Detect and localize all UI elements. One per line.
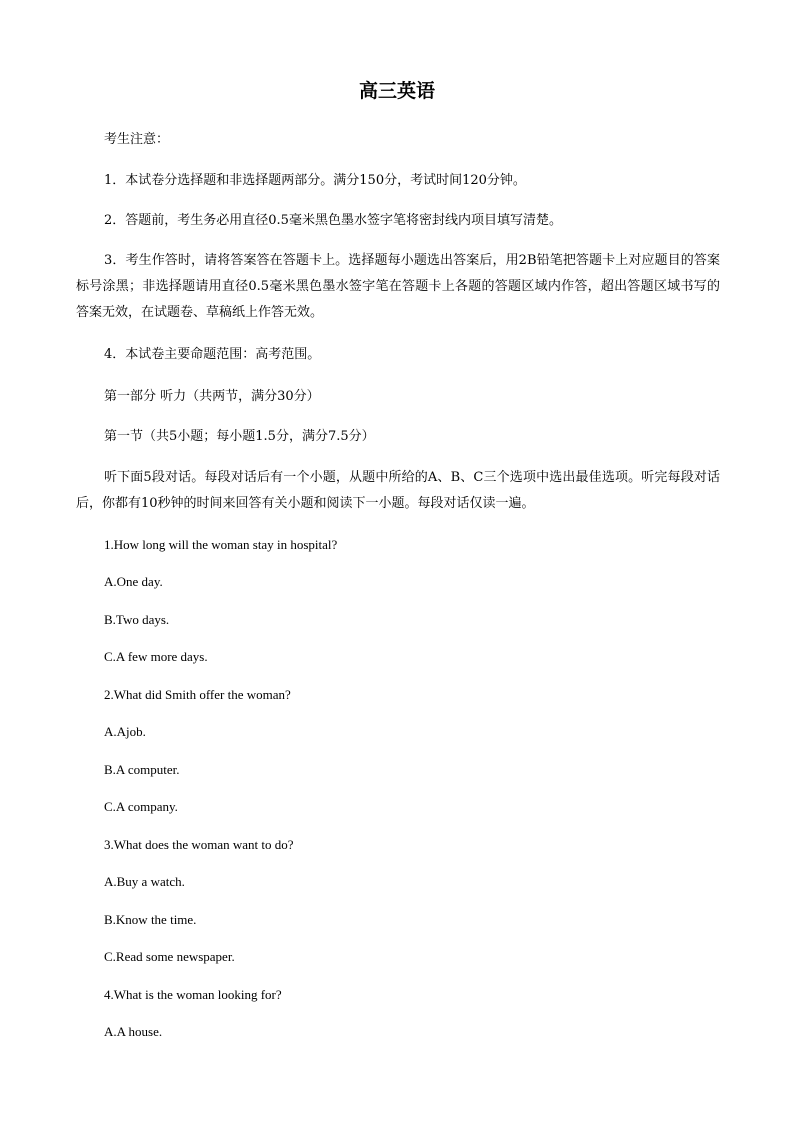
- question-2-stem: 2.What did Smith offer the woman?: [104, 687, 291, 702]
- instructions: 听下面5段对话。每段对话后有一个小题，从题中所给的A、B、C三个选项中选出最佳选项。听完每段对话后，你都有10秒钟的时间来回答有关小题和阅读下一小题。每段对话仅读一遍。: [76, 470, 720, 511]
- rule-3: 3．考生作答时，请将答案答在答题卡上。选择题每小题选出答案后，用2B铅笔把答题卡上对应题目的答案标号涂黑；非选择题请用直径0.5毫米黑色墨水签字笔在答题卡上各题的答题区域内作答，超出答题区域书写的答案无效，在试题卷、草稿纸上作答无效。: [76, 253, 720, 320]
- page-title: 高三英语: [358, 80, 435, 102]
- notice-heading: 考生注意：: [104, 132, 170, 147]
- question-2-option-b: B.A computer.: [104, 762, 180, 777]
- rule-1: 1．本试卷分选择题和非选择题两部分。满分150分，考试时间120分钟。: [104, 173, 526, 188]
- question-1-stem: 1.How long will the woman stay in hospital?: [104, 537, 338, 552]
- question-2-option-a: A.Ajob.: [104, 724, 146, 739]
- question-2-option-c: C.A company.: [104, 799, 178, 814]
- question-1-option-b: B.Two days.: [104, 612, 170, 627]
- question-3-option-c: C.Read some newspaper.: [104, 949, 235, 964]
- question-1-option-c: C.A few more days.: [104, 649, 208, 664]
- question-3-stem: 3.What does the woman want to do?: [104, 837, 294, 852]
- part-heading: 第一部分 听力（共两节，满分30分）: [104, 389, 320, 404]
- rule-2: 2．答题前，考生务必用直径0.5毫米黑色墨水签字笔将密封线内项目填写清楚。: [104, 213, 562, 228]
- question-1-option-a: A.One day.: [104, 574, 163, 589]
- rule-4: 4．本试卷主要命题范围：高考范围。: [104, 347, 321, 362]
- section-heading: 第一节（共5小题；每小题1.5分，满分7.5分）: [104, 429, 375, 444]
- question-3-option-a: A.Buy a watch.: [104, 874, 185, 889]
- question-4-stem: 4.What is the woman looking for?: [104, 987, 282, 1002]
- question-3-option-b: B.Know the time.: [104, 912, 197, 927]
- question-4-option-a: A.A house.: [104, 1024, 163, 1039]
